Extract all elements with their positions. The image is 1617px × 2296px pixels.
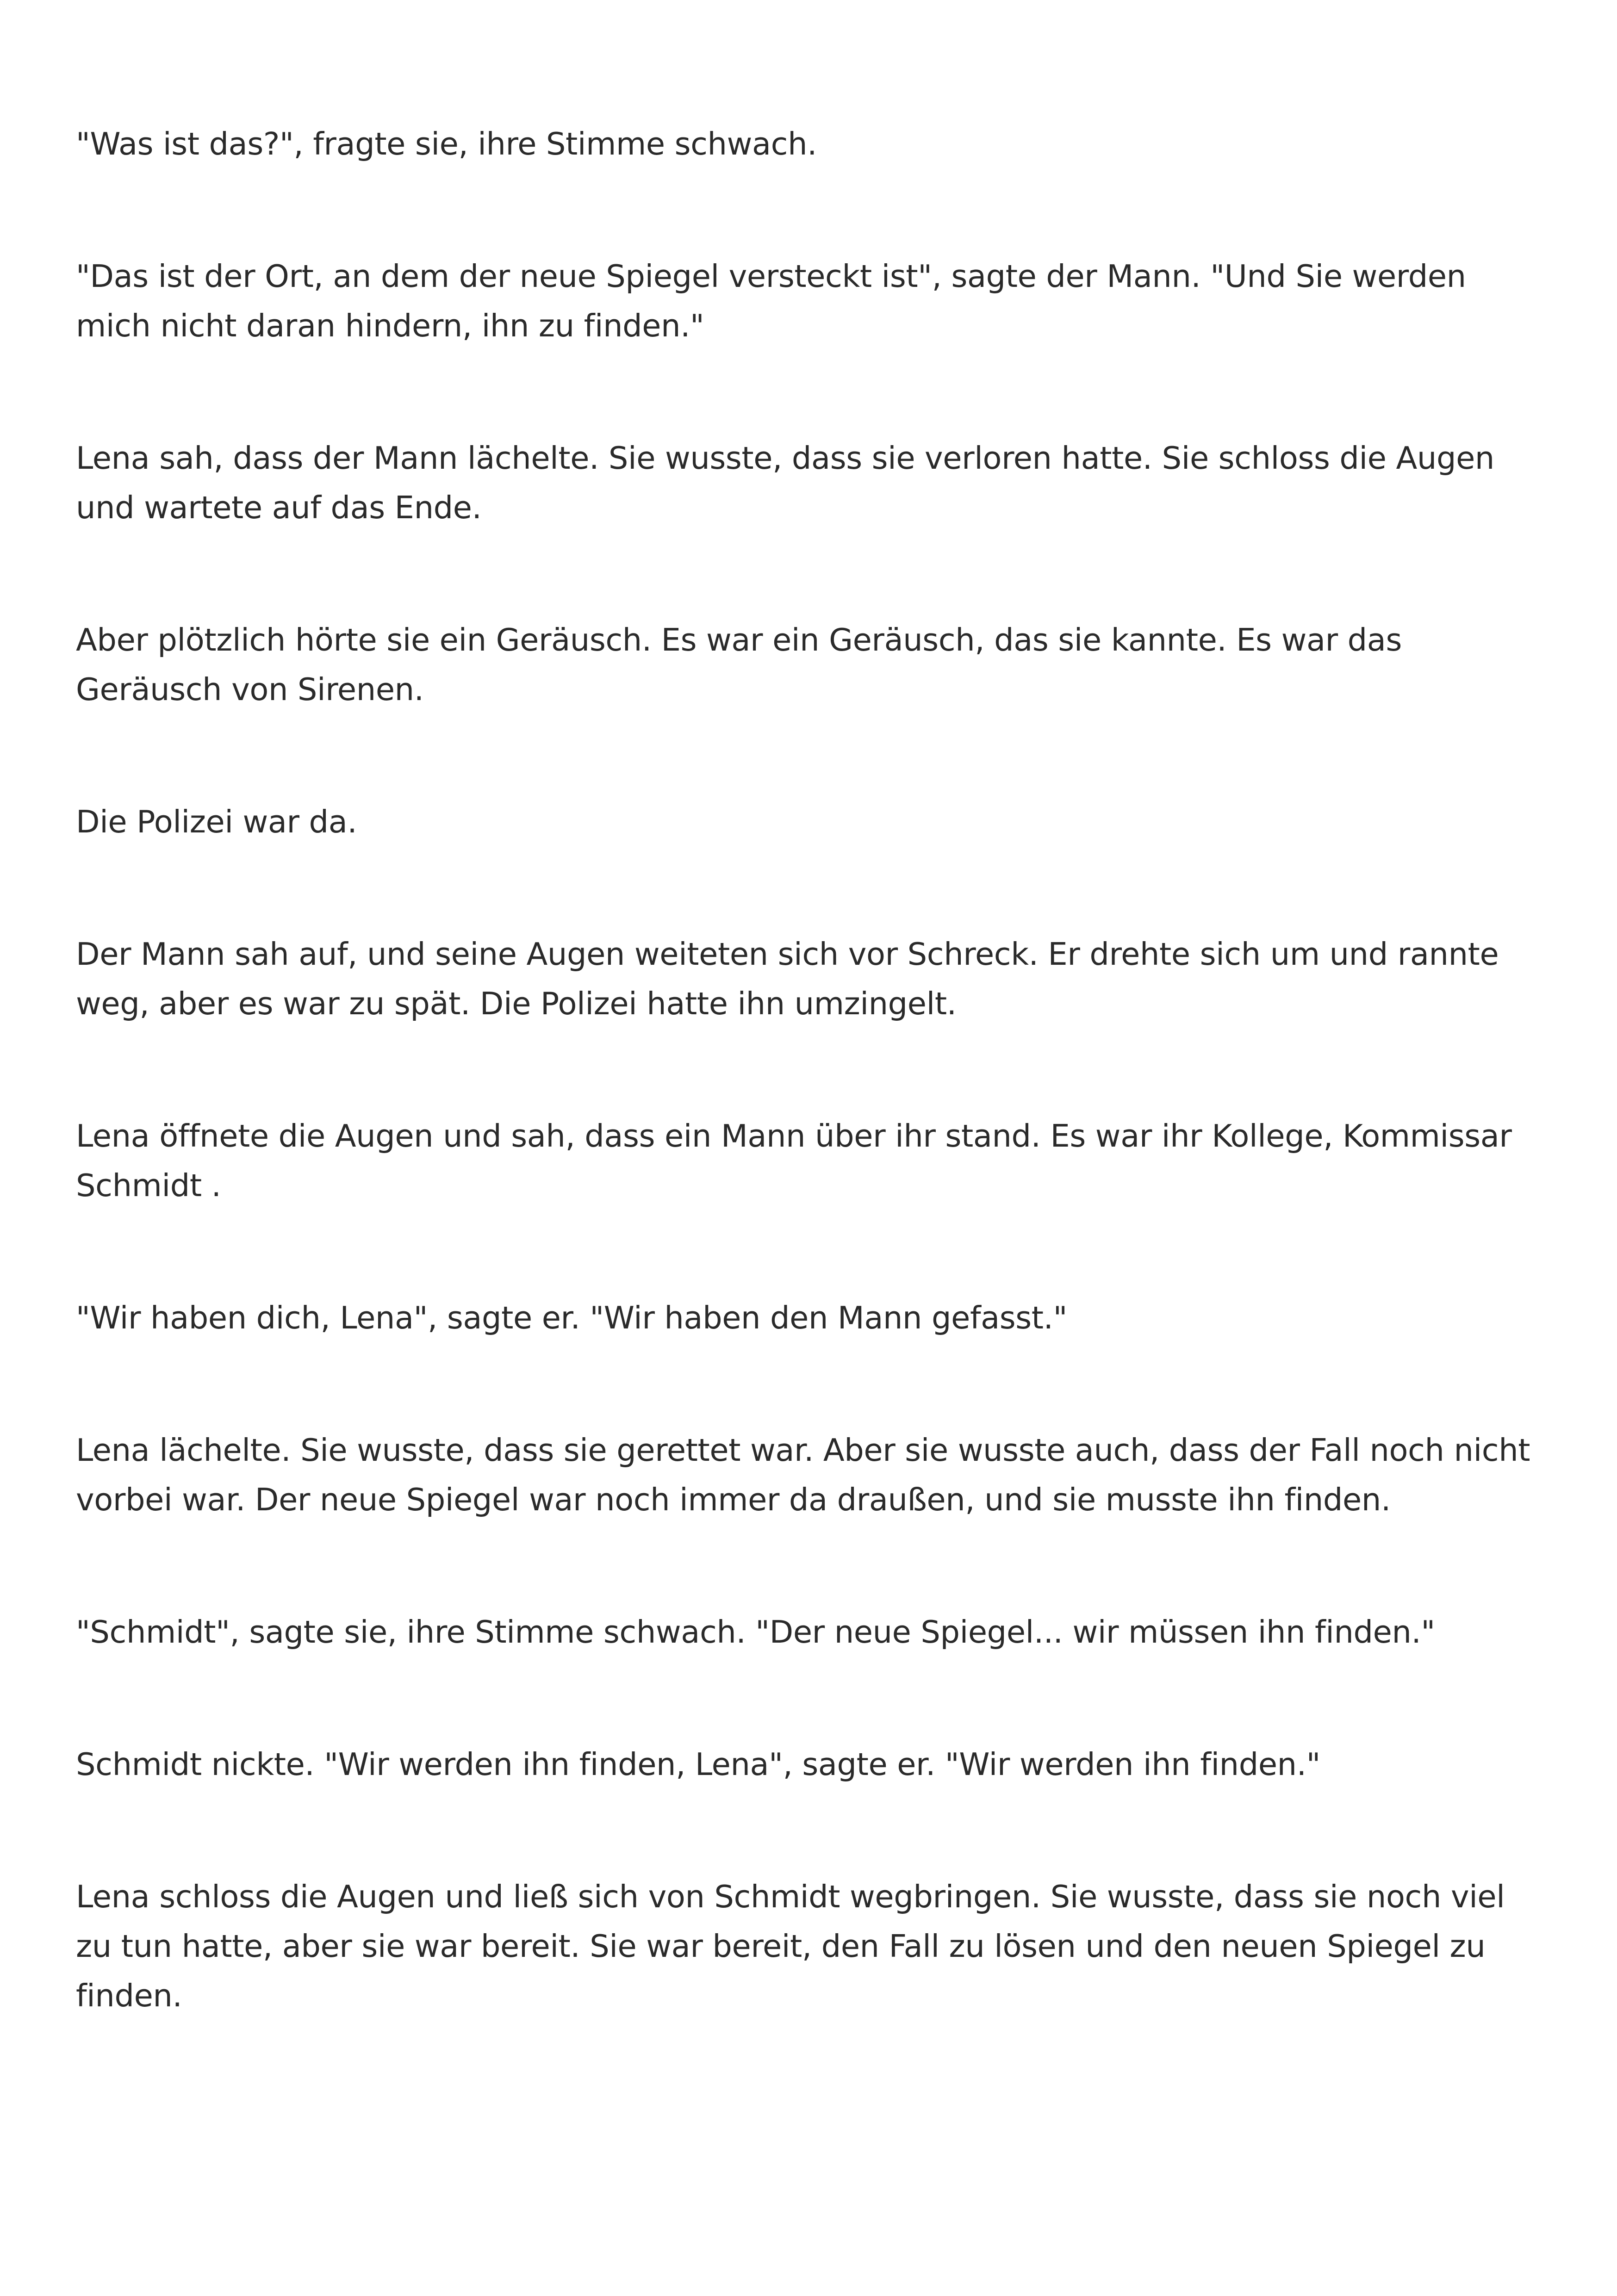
paragraph: Lena öffnete die Augen und sah, dass ein Mann über ihr stand. Es war ihr Kollege, Kommissar Schmidt .	[76, 1118, 1512, 1204]
paragraph: "Schmidt", sagte sie, ihre Stimme schwach. "Der neue Spiegel... wir müssen ihn finden."	[76, 1614, 1435, 1650]
paragraph: Schmidt nickte. "Wir werden ihn finden, Lena", sagte er. "Wir werden ihn finden."	[76, 1746, 1321, 1782]
paragraph: "Was ist das?", fragte sie, ihre Stimme schwach.	[76, 126, 817, 162]
paragraph: Der Mann sah auf, und seine Augen weiteten sich vor Schreck. Er drehte sich um und rannte weg, aber es war zu spät. Die Polizei hatte ihn umzingelt.	[76, 936, 1499, 1022]
story-text	[76, 119, 1548, 2021]
paragraph: "Wir haben dich, Lena", sagte er. "Wir haben den Mann gefasst."	[76, 1300, 1067, 1336]
paragraph: Aber plötzlich hörte sie ein Geräusch. Es war ein Geräusch, das sie kannte. Es war das Geräusch von Sirenen.	[76, 622, 1402, 707]
paragraph: "Das ist der Ort, an dem der neue Spiegel versteckt ist", sagte der Mann. "Und Sie werden mich nicht daran hindern, ihn zu finden."	[76, 258, 1466, 344]
paragraph: Die Polizei war da.	[76, 804, 357, 840]
paragraph: Lena sah, dass der Mann lächelte. Sie wusste, dass sie verloren hatte. Sie schloss die Augen und wartete auf das Ende.	[76, 440, 1494, 526]
paragraph: Lena lächelte. Sie wusste, dass sie gerettet war. Aber sie wusste auch, dass der Fall noch nicht vorbei war. Der neue Spiegel war noch immer da draußen, und sie musste ihn finden.	[76, 1432, 1530, 1518]
paragraph: Lena schloss die Augen und ließ sich von Schmidt wegbringen. Sie wusste, dass sie noch viel zu tun hatte, aber sie war bereit. Sie war bereit, den Fall zu lösen und den neuen Spiegel zu finden.	[76, 1879, 1505, 2014]
